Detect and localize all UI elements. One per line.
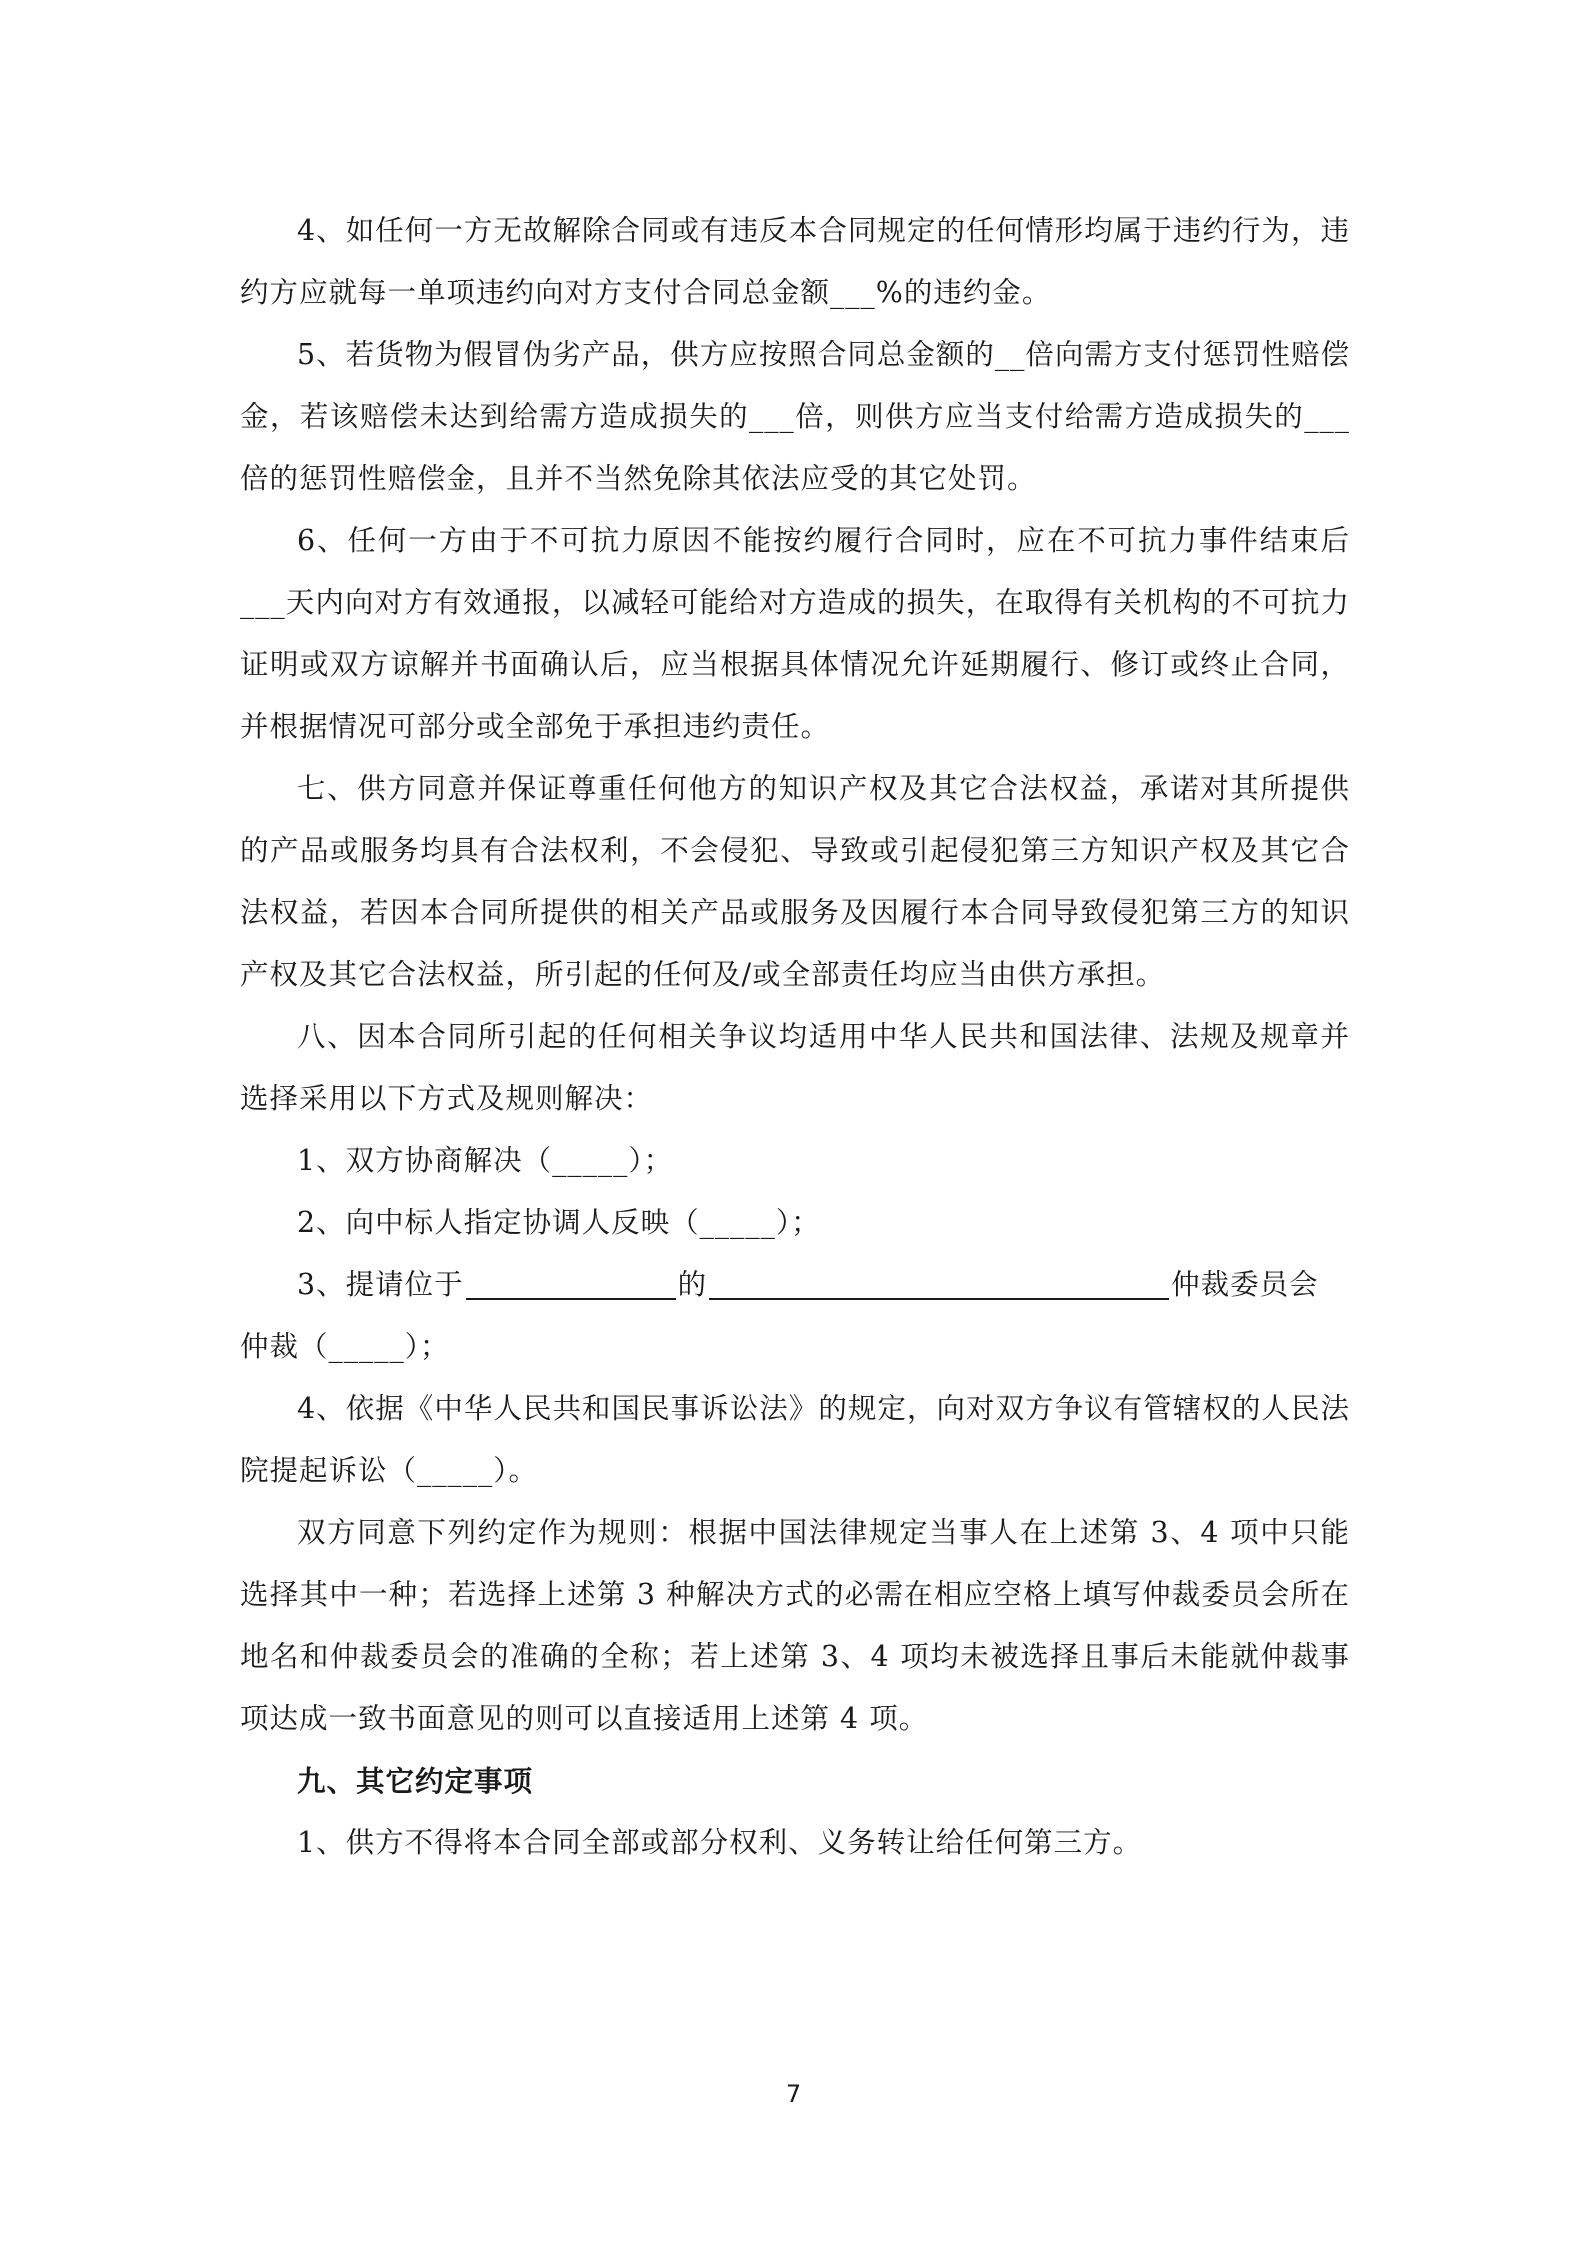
dispute-option-3-prefix: 3、提请位于 — [297, 1268, 464, 1301]
dispute-option-3-connector: 的 — [677, 1268, 708, 1301]
section-7-intellectual-property: 七、供方同意并保证尊重任何他方的知识产权及其它合法权益，承诺对其所提供的产品或服务均具有合法权利，不会侵犯、导致或引起侵犯第三方知识产权及其它合法权益，若因本合同所提供的相关产品或服务及因履行本合同导致侵犯第三方的知识产权及其它合法权益，所引起的任何及/或全部责任均应当由供方承担。 — [240, 772, 1350, 991]
dispute-option-3-line-1 — [240, 1254, 1350, 1316]
clause-6-item-5: 5、若货物为假冒伪劣产品，供方应按照合同总金额的__倍向需方支付惩罚性赔偿金，若该赔偿未达到给需方造成损失的___倍，则供方应当支付给需方造成损失的___倍的惩罚性赔偿金，且并不当然免除其依法应受的其它处罚。 — [240, 338, 1350, 495]
dispute-option-2: 2、向中标人指定协调人反映（_____）； — [297, 1206, 821, 1239]
section-9-item-1: 1、供方不得将本合同全部或部分权利、义务转让给任何第三方。 — [297, 1826, 1143, 1859]
arbitration-commission-name-blank[interactable] — [709, 1264, 1169, 1300]
dispute-selection-rule: 双方同意下列约定作为规则：根据中国法律规定当事人在上述第 3、4 项中只能选择其中一种；若选择上述第 3 种解决方式的必需在相应空格上填写仲裁委员会所在地名和仲裁委员会的准确的全称；若上述第 3、4 项均未被选择且事后未能就仲裁事项达成一致书面意见的则可以直接适用上述第 4 项。 — [240, 1516, 1350, 1735]
section-8-dispute-resolution: 八、因本合同所引起的任何相关争议均适用中华人民共和国法律、法规及规章并选择采用以下方式及规则解决： — [240, 1020, 1350, 1115]
clause-6-item-6: 6、任何一方由于不可抗力原因不能按约履行合同时，应在不可抗力事件结束后___天内向对方有效通报，以减轻可能给对方造成的损失，在取得有关机构的不可抗力证明或双方谅解并书面确认后，应当根据具体情况允许延期履行、修订或终止合同，并根据情况可部分或全部免于承担违约责任。 — [240, 524, 1350, 743]
dispute-option-4: 4、依据《中华人民共和国民事诉讼法》的规定，向对双方争议有管辖权的人民法院提起诉讼（_____）。 — [240, 1392, 1350, 1487]
dispute-option-3-suffix: 仲裁委员会 — [1171, 1268, 1319, 1301]
dispute-option-3-line-2: 仲裁（_____）； — [240, 1330, 450, 1363]
section-9-heading: 九、其它约定事项 — [297, 1764, 534, 1798]
dispute-option-1: 1、双方协商解决（_____）； — [297, 1144, 674, 1177]
arbitration-location-blank[interactable] — [466, 1264, 676, 1300]
page-number: 7 — [785, 2080, 802, 2108]
clause-6-item-4: 4、如任何一方无故解除合同或有违反本合同规定的任何情形均属于违约行为，违约方应就每一单项违约向对方支付合同总金额___%的违约金。 — [240, 214, 1350, 309]
document-body — [240, 200, 1350, 1874]
